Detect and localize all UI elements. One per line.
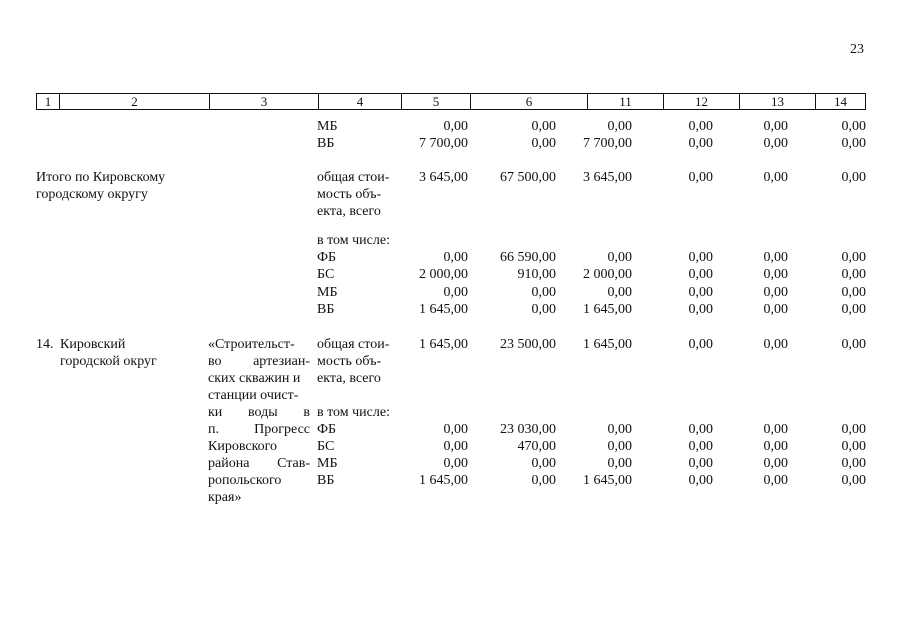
value-col-13: 0,00 (763, 473, 788, 488)
value-col-14: 0,00 (841, 267, 866, 282)
value-col-12: 0,00 (688, 267, 713, 282)
value-col-13: 0,00 (763, 119, 788, 134)
total-value-col-14: 0,00 (841, 337, 866, 352)
district-total-title-line-1: Итого по Кировскому (36, 170, 166, 185)
total-cost-label-line-2: мость объ- (317, 187, 382, 202)
value-col-12: 0,00 (688, 302, 713, 317)
value-col-14: 0,00 (841, 473, 866, 488)
value-col-5: 0,00 (443, 456, 468, 471)
value-col-14: 0,00 (841, 422, 866, 437)
value-col-6: 66 590,00 (500, 250, 556, 265)
value-col-5: 7 700,00 (419, 136, 468, 151)
value-col-14: 0,00 (841, 456, 866, 471)
value-col-11: 0,00 (607, 439, 632, 454)
value-col-5: 0,00 (443, 250, 468, 265)
object-line: во артезиан- (208, 354, 310, 369)
value-col-14: 0,00 (841, 302, 866, 317)
fund-label: БС (317, 267, 335, 282)
value-col-11: 2 000,00 (583, 267, 632, 282)
total-value-col-13: 0,00 (763, 337, 788, 352)
value-col-6: 0,00 (531, 473, 556, 488)
value-col-11: 0,00 (607, 422, 632, 437)
fund-label: ФБ (317, 250, 337, 265)
fund-label: ВБ (317, 302, 335, 317)
value-col-13: 0,00 (763, 422, 788, 437)
fund-label: МБ (317, 285, 338, 300)
total-cost-label-line-3: екта, всего (317, 371, 381, 386)
value-col-13: 0,00 (763, 285, 788, 300)
page-number: 23 (850, 42, 864, 57)
value-col-6: 0,00 (531, 302, 556, 317)
total-cost-label-line-2: мость объ- (317, 354, 382, 369)
district-total-title-line-2: городскому округу (36, 187, 148, 202)
total-value-col-6: 67 500,00 (500, 170, 556, 185)
value-col-14: 0,00 (841, 285, 866, 300)
value-col-6: 0,00 (531, 119, 556, 134)
value-col-5: 2 000,00 (419, 267, 468, 282)
fund-label: ВБ (317, 136, 335, 151)
value-col-11: 1 645,00 (583, 302, 632, 317)
value-col-14: 0,00 (841, 439, 866, 454)
total-value-col-12: 0,00 (688, 170, 713, 185)
fund-label: ВБ (317, 473, 335, 488)
column-header-14: 14 (815, 94, 865, 109)
column-header-6: 6 (470, 94, 587, 109)
value-col-5: 1 645,00 (419, 302, 468, 317)
column-header-4: 4 (318, 94, 401, 109)
value-col-6: 0,00 (531, 136, 556, 151)
total-value-col-5: 3 645,00 (419, 170, 468, 185)
value-col-11: 1 645,00 (583, 473, 632, 488)
value-col-11: 7 700,00 (583, 136, 632, 151)
value-col-12: 0,00 (688, 473, 713, 488)
fund-label: МБ (317, 119, 338, 134)
column-header-13: 13 (739, 94, 815, 109)
municipality-name-line-1: Кировский (60, 337, 126, 352)
total-value-col-12: 0,00 (688, 337, 713, 352)
value-col-13: 0,00 (763, 456, 788, 471)
object-line: края» (208, 490, 242, 505)
value-col-12: 0,00 (688, 119, 713, 134)
value-col-13: 0,00 (763, 267, 788, 282)
value-col-5: 0,00 (443, 439, 468, 454)
value-col-11: 0,00 (607, 285, 632, 300)
value-col-12: 0,00 (688, 136, 713, 151)
column-header-3: 3 (209, 94, 318, 109)
value-col-5: 0,00 (443, 119, 468, 134)
value-col-14: 0,00 (841, 136, 866, 151)
column-header-12: 12 (663, 94, 739, 109)
value-col-12: 0,00 (688, 422, 713, 437)
value-col-14: 0,00 (841, 119, 866, 134)
value-col-6: 470,00 (517, 439, 556, 454)
value-col-6: 0,00 (531, 285, 556, 300)
value-col-6: 0,00 (531, 456, 556, 471)
total-value-col-11: 3 645,00 (583, 170, 632, 185)
object-line: ки воды в (208, 405, 310, 420)
value-col-14: 0,00 (841, 250, 866, 265)
value-col-11: 0,00 (607, 119, 632, 134)
fund-label: МБ (317, 456, 338, 471)
value-col-6: 910,00 (517, 267, 556, 282)
object-line: Кировского (208, 439, 278, 454)
value-col-5: 0,00 (443, 422, 468, 437)
value-col-12: 0,00 (688, 285, 713, 300)
total-value-col-13: 0,00 (763, 170, 788, 185)
object-line: ских скважин и (208, 371, 301, 386)
value-col-12: 0,00 (688, 439, 713, 454)
total-cost-label-line-1: общая стои- (317, 170, 390, 185)
including-label: в том числе: (317, 233, 390, 248)
column-header-11: 11 (587, 94, 663, 109)
column-header-1: 1 (44, 94, 52, 109)
total-value-col-6: 23 500,00 (500, 337, 556, 352)
object-line: п. Прогресс (208, 422, 310, 437)
municipality-name-line-2: городской округ (60, 354, 157, 369)
column-header-5: 5 (401, 94, 470, 109)
value-col-11: 0,00 (607, 250, 632, 265)
total-value-col-5: 1 645,00 (419, 337, 468, 352)
entry-number: 14. (36, 337, 54, 352)
value-col-13: 0,00 (763, 136, 788, 151)
value-col-13: 0,00 (763, 250, 788, 265)
value-col-11: 0,00 (607, 456, 632, 471)
object-line: района Став- (208, 456, 310, 471)
column-header-row (36, 93, 866, 110)
fund-label: БС (317, 439, 335, 454)
including-label: в том числе: (317, 405, 390, 420)
total-cost-label-line-1: общая стои- (317, 337, 390, 352)
value-col-12: 0,00 (688, 250, 713, 265)
value-col-12: 0,00 (688, 456, 713, 471)
total-value-col-11: 1 645,00 (583, 337, 632, 352)
column-header-2: 2 (59, 94, 209, 109)
value-col-13: 0,00 (763, 302, 788, 317)
total-cost-label-line-3: екта, всего (317, 204, 381, 219)
value-col-5: 1 645,00 (419, 473, 468, 488)
fund-label: ФБ (317, 422, 337, 437)
object-line: «Строительст- (208, 337, 295, 352)
object-line: станции очист- (208, 388, 299, 403)
object-line: ропольского (208, 473, 282, 488)
value-col-6: 23 030,00 (500, 422, 556, 437)
value-col-5: 0,00 (443, 285, 468, 300)
value-col-13: 0,00 (763, 439, 788, 454)
total-value-col-14: 0,00 (841, 170, 866, 185)
